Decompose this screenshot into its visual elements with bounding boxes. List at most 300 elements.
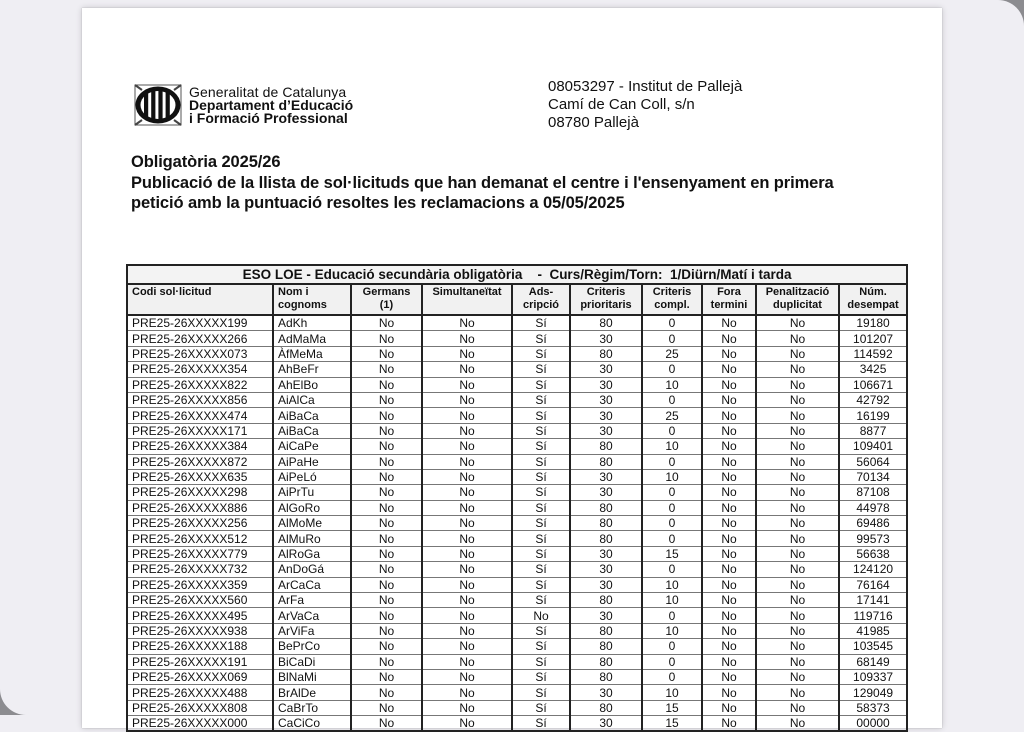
col-adscripcio	[512, 284, 570, 315]
column-header-line-1: Simultaneïtat	[432, 286, 502, 298]
cell-codi-solicitud: PRE25-26XXXXX488	[127, 685, 273, 700]
cell-criteris-prioritaris: 80	[570, 639, 642, 654]
cell-germans: No	[351, 454, 422, 469]
cell-germans: No	[351, 439, 422, 454]
cell-germans: No	[351, 531, 422, 546]
cell-adscripcio: Sí	[512, 346, 570, 361]
cell-criteris-prioritaris: 30	[570, 331, 642, 346]
cell-criteris-compl: 10	[642, 377, 702, 392]
cell-criteris-prioritaris: 80	[570, 623, 642, 638]
cell-nom-cognoms: AhBeFr	[273, 362, 351, 377]
cell-penalitzacio-duplicitat: No	[756, 362, 839, 377]
cell-num-desempat: 103545	[839, 639, 907, 654]
table-row	[127, 562, 907, 577]
cell-criteris-prioritaris: 30	[570, 546, 642, 561]
cell-codi-solicitud: PRE25-26XXXXX359	[127, 577, 273, 592]
cell-adscripcio: Sí	[512, 500, 570, 515]
cell-criteris-compl: 0	[642, 669, 702, 684]
cell-germans: No	[351, 562, 422, 577]
table-row	[127, 654, 907, 669]
cell-nom-cognoms: ArFa	[273, 593, 351, 608]
cell-nom-cognoms: AlMuRo	[273, 531, 351, 546]
col-num-desempat	[839, 284, 907, 315]
column-header-line-2: termini	[710, 298, 748, 311]
cell-criteris-compl: 0	[642, 562, 702, 577]
cell-criteris-compl: 0	[642, 362, 702, 377]
column-header-line-2: desempat	[847, 298, 899, 311]
col-germans	[351, 284, 422, 315]
cell-nom-cognoms: ArViFa	[273, 623, 351, 638]
cell-adscripcio: Sí	[512, 439, 570, 454]
cell-nom-cognoms: BePrCo	[273, 639, 351, 654]
cell-criteris-prioritaris: 80	[570, 516, 642, 531]
column-header-line-1: Nom i	[278, 286, 309, 298]
cell-penalitzacio-duplicitat: No	[756, 623, 839, 638]
cell-fora-termini: No	[702, 577, 756, 592]
col-nom-cognoms	[273, 284, 351, 315]
cell-germans: No	[351, 546, 422, 561]
cell-criteris-prioritaris: 30	[570, 362, 642, 377]
cell-nom-cognoms: ÀfMeMa	[273, 346, 351, 361]
cell-penalitzacio-duplicitat: No	[756, 423, 839, 438]
cell-nom-cognoms: BrAlDe	[273, 685, 351, 700]
table-row	[127, 546, 907, 561]
document-page	[82, 8, 942, 731]
cell-num-desempat: 124120	[839, 562, 907, 577]
title-line-1: Publicació de la llista de sol·licituds que han demanat el centre i l'ensenyament en primera	[131, 173, 834, 192]
cell-num-desempat: 8877	[839, 423, 907, 438]
cell-simultaneitat: No	[422, 331, 512, 346]
cell-fora-termini: No	[702, 716, 756, 732]
cell-fora-termini: No	[702, 423, 756, 438]
cell-adscripcio: Sí	[512, 531, 570, 546]
cell-germans: No	[351, 423, 422, 438]
cell-germans: No	[351, 362, 422, 377]
cell-criteris-prioritaris: 30	[570, 608, 642, 623]
table-row	[127, 408, 907, 423]
table-row	[127, 377, 907, 392]
col-penalitzacio-duplicitat	[756, 284, 839, 315]
cell-num-desempat: 56638	[839, 546, 907, 561]
cell-germans: No	[351, 392, 422, 407]
cell-criteris-compl: 0	[642, 392, 702, 407]
cell-adscripcio: Sí	[512, 362, 570, 377]
table-row	[127, 669, 907, 684]
cell-simultaneitat: No	[422, 392, 512, 407]
cell-penalitzacio-duplicitat: No	[756, 469, 839, 484]
table-row	[127, 516, 907, 531]
applications-table	[126, 264, 908, 732]
cell-num-desempat: 16199	[839, 408, 907, 423]
cell-codi-solicitud: PRE25-26XXXXX171	[127, 423, 273, 438]
cell-codi-solicitud: PRE25-26XXXXX512	[127, 531, 273, 546]
cell-fora-termini: No	[702, 562, 756, 577]
cell-criteris-prioritaris: 30	[570, 685, 642, 700]
cell-codi-solicitud: PRE25-26XXXXX732	[127, 562, 273, 577]
cell-adscripcio: Sí	[512, 408, 570, 423]
cell-germans: No	[351, 377, 422, 392]
cell-num-desempat: 19180	[839, 315, 907, 331]
cell-simultaneitat: No	[422, 439, 512, 454]
cell-adscripcio: Sí	[512, 546, 570, 561]
cell-penalitzacio-duplicitat: No	[756, 439, 839, 454]
cell-simultaneitat: No	[422, 531, 512, 546]
cell-simultaneitat: No	[422, 346, 512, 361]
cell-germans: No	[351, 408, 422, 423]
column-header-line-1: Codi sol·licitud	[132, 286, 212, 298]
organization-name	[189, 86, 353, 125]
cell-simultaneitat: No	[422, 485, 512, 500]
cell-num-desempat: 3425	[839, 362, 907, 377]
column-header-line-1: Criteris	[586, 286, 626, 298]
cell-adscripcio: Sí	[512, 639, 570, 654]
cell-fora-termini: No	[702, 485, 756, 500]
cell-simultaneitat: No	[422, 685, 512, 700]
cell-criteris-prioritaris: 80	[570, 439, 642, 454]
col-simultaneitat	[422, 284, 512, 315]
cell-criteris-compl: 15	[642, 546, 702, 561]
cell-adscripcio: Sí	[512, 716, 570, 732]
cell-criteris-compl: 0	[642, 423, 702, 438]
column-header-line-1: Germans	[362, 286, 411, 298]
cell-germans: No	[351, 593, 422, 608]
table-row	[127, 315, 907, 331]
cell-germans: No	[351, 577, 422, 592]
column-header-line-2: prioritaris	[580, 298, 632, 311]
cell-num-desempat: 119716	[839, 608, 907, 623]
cell-adscripcio: Sí	[512, 700, 570, 715]
table-row	[127, 469, 907, 484]
cell-penalitzacio-duplicitat: No	[756, 577, 839, 592]
cell-adscripcio: Sí	[512, 654, 570, 669]
cell-simultaneitat: No	[422, 362, 512, 377]
cell-germans: No	[351, 716, 422, 732]
cell-germans: No	[351, 331, 422, 346]
cell-num-desempat: 129049	[839, 685, 907, 700]
cell-criteris-compl: 25	[642, 346, 702, 361]
cell-nom-cognoms: AiPaHe	[273, 454, 351, 469]
cell-nom-cognoms: BiCaDi	[273, 654, 351, 669]
cell-criteris-compl: 0	[642, 608, 702, 623]
cell-criteris-prioritaris: 30	[570, 377, 642, 392]
table-row	[127, 531, 907, 546]
cell-criteris-prioritaris: 80	[570, 315, 642, 331]
school-street: Camí de Can Coll, s/n	[548, 96, 695, 113]
cell-adscripcio: Sí	[512, 454, 570, 469]
cell-germans: No	[351, 623, 422, 638]
table-row	[127, 577, 907, 592]
cell-simultaneitat: No	[422, 716, 512, 732]
school-address	[548, 78, 742, 132]
cell-penalitzacio-duplicitat: No	[756, 716, 839, 732]
col-fora-termini	[702, 284, 756, 315]
table-row	[127, 639, 907, 654]
cell-simultaneitat: No	[422, 377, 512, 392]
cell-nom-cognoms: AlRoGa	[273, 546, 351, 561]
cell-num-desempat: 42792	[839, 392, 907, 407]
document-title	[131, 152, 834, 214]
cell-criteris-compl: 25	[642, 408, 702, 423]
cell-simultaneitat: No	[422, 469, 512, 484]
cell-nom-cognoms: BlNaMi	[273, 669, 351, 684]
cell-criteris-prioritaris: 30	[570, 469, 642, 484]
cell-nom-cognoms: AiPrTu	[273, 485, 351, 500]
cell-adscripcio: Sí	[512, 623, 570, 638]
cell-criteris-compl: 0	[642, 531, 702, 546]
cell-fora-termini: No	[702, 377, 756, 392]
cell-num-desempat: 00000	[839, 716, 907, 732]
table-row	[127, 685, 907, 700]
cell-codi-solicitud: PRE25-26XXXXX822	[127, 377, 273, 392]
cell-nom-cognoms: AlGoRo	[273, 500, 351, 515]
cell-simultaneitat: No	[422, 562, 512, 577]
cell-criteris-prioritaris: 30	[570, 485, 642, 500]
table-row	[127, 454, 907, 469]
cell-germans: No	[351, 346, 422, 361]
cell-fora-termini: No	[702, 362, 756, 377]
cell-simultaneitat: No	[422, 454, 512, 469]
cell-simultaneitat: No	[422, 593, 512, 608]
cell-codi-solicitud: PRE25-26XXXXX779	[127, 546, 273, 561]
cell-germans: No	[351, 685, 422, 700]
cell-germans: No	[351, 500, 422, 515]
col-criteris-compl	[642, 284, 702, 315]
cell-adscripcio: Sí	[512, 669, 570, 684]
cell-penalitzacio-duplicitat: No	[756, 500, 839, 515]
cell-germans: No	[351, 315, 422, 331]
cell-simultaneitat: No	[422, 700, 512, 715]
cell-adscripcio: Sí	[512, 593, 570, 608]
cell-codi-solicitud: PRE25-26XXXXX354	[127, 362, 273, 377]
cell-simultaneitat: No	[422, 423, 512, 438]
table-row	[127, 593, 907, 608]
cell-codi-solicitud: PRE25-26XXXXX474	[127, 408, 273, 423]
cell-criteris-compl: 0	[642, 485, 702, 500]
cell-criteris-compl: 15	[642, 716, 702, 732]
cell-nom-cognoms: AiBaCa	[273, 408, 351, 423]
column-header-line-2: compl.	[654, 298, 690, 311]
cell-criteris-prioritaris: 80	[570, 454, 642, 469]
cell-fora-termini: No	[702, 654, 756, 669]
cell-adscripcio: Sí	[512, 485, 570, 500]
cell-codi-solicitud: PRE25-26XXXXX073	[127, 346, 273, 361]
cell-num-desempat: 44978	[839, 500, 907, 515]
cell-simultaneitat: No	[422, 623, 512, 638]
cell-criteris-compl: 10	[642, 593, 702, 608]
cell-penalitzacio-duplicitat: No	[756, 516, 839, 531]
cell-penalitzacio-duplicitat: No	[756, 685, 839, 700]
table-row	[127, 485, 907, 500]
cell-fora-termini: No	[702, 608, 756, 623]
cell-fora-termini: No	[702, 315, 756, 331]
column-header-line-1: Criteris	[652, 286, 692, 298]
cell-simultaneitat: No	[422, 639, 512, 654]
window-corner-bottom-left	[0, 675, 40, 715]
cell-criteris-compl: 0	[642, 639, 702, 654]
cell-fora-termini: No	[702, 516, 756, 531]
cell-germans: No	[351, 608, 422, 623]
cell-nom-cognoms: AdMaMa	[273, 331, 351, 346]
cell-codi-solicitud: PRE25-26XXXXX635	[127, 469, 273, 484]
cell-penalitzacio-duplicitat: No	[756, 485, 839, 500]
column-header-line-1: Penalització	[765, 286, 830, 298]
cell-codi-solicitud: PRE25-26XXXXX191	[127, 654, 273, 669]
cell-nom-cognoms: AdKh	[273, 315, 351, 331]
org-line-3: i Formació Professional	[189, 110, 348, 126]
cell-codi-solicitud: PRE25-26XXXXX872	[127, 454, 273, 469]
table-row	[127, 346, 907, 361]
cell-criteris-prioritaris: 30	[570, 562, 642, 577]
cell-codi-solicitud: PRE25-26XXXXX256	[127, 516, 273, 531]
cell-criteris-prioritaris: 80	[570, 500, 642, 515]
cell-codi-solicitud: PRE25-26XXXXX808	[127, 700, 273, 715]
cell-nom-cognoms: ArVaCa	[273, 608, 351, 623]
cell-num-desempat: 109337	[839, 669, 907, 684]
school-name: 08053297 - Institut de Pallejà	[548, 78, 743, 95]
school-city: 08780 Pallejà	[548, 114, 639, 131]
cell-adscripcio: Sí	[512, 562, 570, 577]
cell-fora-termini: No	[702, 546, 756, 561]
table-row	[127, 608, 907, 623]
cell-num-desempat: 41985	[839, 623, 907, 638]
cell-num-desempat: 56064	[839, 454, 907, 469]
cell-germans: No	[351, 639, 422, 654]
cell-codi-solicitud: PRE25-26XXXXX886	[127, 500, 273, 515]
cell-num-desempat: 87108	[839, 485, 907, 500]
table-row	[127, 439, 907, 454]
cell-fora-termini: No	[702, 439, 756, 454]
col-criteris-prioritaris	[570, 284, 642, 315]
cell-simultaneitat: No	[422, 516, 512, 531]
cell-germans: No	[351, 654, 422, 669]
cell-nom-cognoms: AiPeLó	[273, 469, 351, 484]
column-header-line-2: cognoms	[278, 298, 327, 311]
cell-adscripcio: Sí	[512, 377, 570, 392]
cell-penalitzacio-duplicitat: No	[756, 654, 839, 669]
column-header-line-2: cripció	[522, 298, 560, 311]
cell-codi-solicitud: PRE25-26XXXXX199	[127, 315, 273, 331]
cell-codi-solicitud: PRE25-26XXXXX188	[127, 639, 273, 654]
cell-penalitzacio-duplicitat: No	[756, 331, 839, 346]
cell-fora-termini: No	[702, 700, 756, 715]
cell-germans: No	[351, 516, 422, 531]
cell-fora-termini: No	[702, 500, 756, 515]
column-header-line-1: Fora	[717, 286, 741, 298]
cell-simultaneitat: No	[422, 669, 512, 684]
cell-nom-cognoms: AlMoMe	[273, 516, 351, 531]
cell-criteris-compl: 10	[642, 469, 702, 484]
cell-adscripcio: Sí	[512, 577, 570, 592]
cell-penalitzacio-duplicitat: No	[756, 346, 839, 361]
cell-num-desempat: 69486	[839, 516, 907, 531]
cell-num-desempat: 114592	[839, 346, 907, 361]
cell-fora-termini: No	[702, 469, 756, 484]
cell-penalitzacio-duplicitat: No	[756, 669, 839, 684]
cell-criteris-compl: 0	[642, 654, 702, 669]
cell-num-desempat: 76164	[839, 577, 907, 592]
cell-nom-cognoms: CaBrTo	[273, 700, 351, 715]
cell-nom-cognoms: AiAlCa	[273, 392, 351, 407]
table-body	[127, 315, 907, 731]
column-header-line-2: (1)	[379, 298, 394, 311]
cell-simultaneitat: No	[422, 654, 512, 669]
cell-criteris-prioritaris: 80	[570, 531, 642, 546]
cell-penalitzacio-duplicitat: No	[756, 392, 839, 407]
cell-adscripcio: Sí	[512, 331, 570, 346]
title-line-2: petició amb la puntuació resoltes les reclamacions a 05/05/2025	[131, 194, 625, 212]
cell-criteris-prioritaris: 80	[570, 669, 642, 684]
cell-fora-termini: No	[702, 392, 756, 407]
cell-criteris-compl: 10	[642, 623, 702, 638]
cell-criteris-compl: 0	[642, 315, 702, 331]
cell-criteris-compl: 10	[642, 685, 702, 700]
cell-nom-cognoms: AhElBo	[273, 377, 351, 392]
cell-adscripcio: Sí	[512, 423, 570, 438]
cell-fora-termini: No	[702, 454, 756, 469]
cell-penalitzacio-duplicitat: No	[756, 562, 839, 577]
cell-penalitzacio-duplicitat: No	[756, 546, 839, 561]
cell-simultaneitat: No	[422, 546, 512, 561]
cell-fora-termini: No	[702, 331, 756, 346]
cell-germans: No	[351, 700, 422, 715]
column-header-line-2: duplicitat	[773, 298, 822, 311]
cell-criteris-prioritaris: 80	[570, 346, 642, 361]
cell-nom-cognoms: AiCaPe	[273, 439, 351, 454]
cell-penalitzacio-duplicitat: No	[756, 593, 839, 608]
cell-criteris-prioritaris: 30	[570, 423, 642, 438]
cell-num-desempat: 17141	[839, 593, 907, 608]
cell-penalitzacio-duplicitat: No	[756, 408, 839, 423]
generalitat-logo-icon	[134, 84, 182, 126]
cell-fora-termini: No	[702, 669, 756, 684]
table-row	[127, 623, 907, 638]
cell-codi-solicitud: PRE25-26XXXXX298	[127, 485, 273, 500]
table-row	[127, 392, 907, 407]
table-row	[127, 716, 907, 732]
cell-codi-solicitud: PRE25-26XXXXX000	[127, 716, 273, 732]
cell-fora-termini: No	[702, 685, 756, 700]
cell-codi-solicitud: PRE25-26XXXXX938	[127, 623, 273, 638]
window-corner-top-right	[984, 0, 1024, 40]
applications-table-container	[126, 264, 906, 732]
cell-criteris-compl: 0	[642, 500, 702, 515]
cell-adscripcio: Sí	[512, 685, 570, 700]
cell-penalitzacio-duplicitat: No	[756, 700, 839, 715]
cell-adscripcio: Sí	[512, 516, 570, 531]
cell-fora-termini: No	[702, 531, 756, 546]
cell-criteris-compl: 10	[642, 439, 702, 454]
cell-criteris-prioritaris: 80	[570, 700, 642, 715]
table-header-row	[127, 284, 907, 315]
column-header-line-1: Núm.	[859, 286, 887, 298]
column-header-line-1: Ads-	[528, 286, 554, 298]
table-row	[127, 500, 907, 515]
cell-adscripcio: Sí	[512, 469, 570, 484]
cell-codi-solicitud: PRE25-26XXXXX856	[127, 392, 273, 407]
academic-year: Obligatòria 2025/26	[131, 153, 281, 171]
cell-nom-cognoms: CaCiCo	[273, 716, 351, 732]
cell-criteris-prioritaris: 80	[570, 654, 642, 669]
cell-codi-solicitud: PRE25-26XXXXX560	[127, 593, 273, 608]
cell-germans: No	[351, 469, 422, 484]
cell-simultaneitat: No	[422, 608, 512, 623]
cell-num-desempat: 101207	[839, 331, 907, 346]
cell-criteris-compl: 0	[642, 516, 702, 531]
cell-penalitzacio-duplicitat: No	[756, 315, 839, 331]
cell-simultaneitat: No	[422, 500, 512, 515]
col-codi-solicitud	[127, 284, 273, 315]
cell-fora-termini: No	[702, 408, 756, 423]
